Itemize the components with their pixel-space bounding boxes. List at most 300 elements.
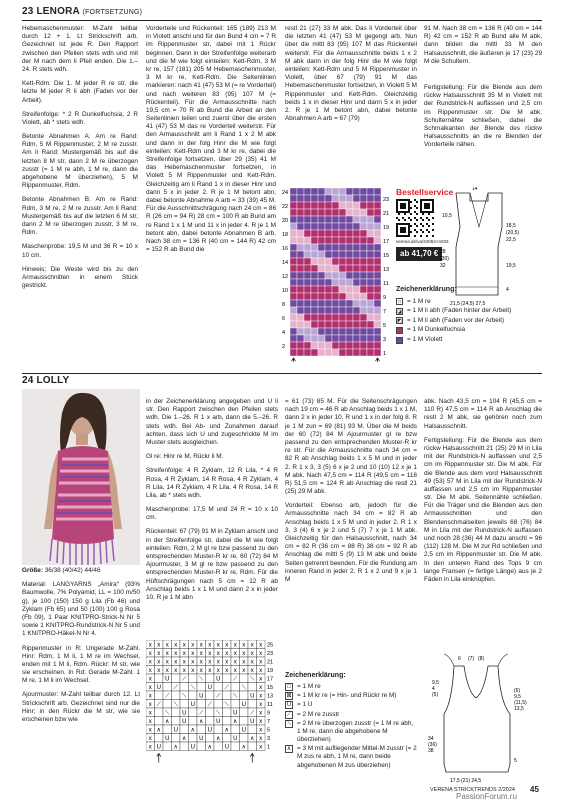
qr-module [408,207,410,209]
legend-swatch-icon [396,337,403,344]
chart-cell [318,230,325,237]
repeat-arrow-icon [292,358,296,362]
chart-cell [304,293,311,300]
chart-cell [325,272,332,279]
chart-symbol: x [259,736,263,742]
chart-cell [304,223,311,230]
chart-cell [297,237,304,244]
section-24-col1 [22,567,140,787]
chart-cell [332,286,339,293]
chart-symbol: ⟋ [173,685,178,691]
section-24-schematic [424,652,542,784]
qr-module [406,235,408,237]
row-number: 11 [267,702,273,708]
chart-symbol: x [182,659,186,666]
chart-cell [290,293,297,300]
chart-cell [360,195,367,202]
chart-cell [353,216,360,223]
legend-symbol-icon: ⟋ [286,711,292,718]
neckline [470,193,488,227]
legend-item [396,335,546,345]
section-23-rule [22,20,542,21]
chart-symbol: x [259,702,263,708]
chart-cell [367,223,374,230]
chart-cell [290,188,297,195]
chart-cell [189,717,198,726]
chart-symbol: x [216,659,220,666]
qr-module [396,229,398,231]
chart-cell [332,202,339,209]
chart-cell [360,209,367,216]
text-para: Betonte Abnahmen A: Am re Rand: Rdm, 5 M Rippenmuster, 2 M re zusstr. Am li Rand: Mustergemäß bis auf die letzten 8 M str, dann 2 M re überzogen zusstr (= 1 M re abh, 1 M re, dann die abgehobene M überziehen), 5 M Rippenmuster, Rdm. [22,133,138,190]
chart-symbol: U [165,676,170,683]
chart-cell [325,216,332,223]
chart-cell [332,314,339,321]
chart-cell [240,691,249,700]
qr-module [400,207,402,209]
chart-cell [360,335,367,342]
chart-cell [318,202,325,209]
chart-cell [374,342,381,349]
chart-cell [367,265,374,272]
section-23-col4 [424,25,542,81]
row-number-left: 8 [282,302,286,308]
chart-cell [318,349,325,356]
text-para: Ajourmuster: M-Zahl teilbar durch 12. Lt Strickschrift arb. Gezeichnet sind nur die Hinr; in den Rückr die M str, wie sie erscheinen bzw wie [22,691,140,723]
chart-symbol: x [148,651,152,657]
chart-cell [367,244,374,251]
chart-cell [346,244,353,251]
chart-cell [206,674,215,683]
chart-cell [374,314,381,321]
chart-cell [325,195,332,202]
chart-cell [339,314,346,321]
dimension-label: (7) [468,656,475,662]
model-photo [22,389,140,565]
qr-module [432,205,434,207]
qr-module [404,231,406,233]
chart-cell [353,300,360,307]
magazine-footer: VERENA STRICKTRENDS 2/2024 [430,787,515,793]
chart-cell [304,342,311,349]
qr-module [432,211,434,213]
qr-module [426,217,428,219]
chart-symbol: ∧ [182,736,187,742]
chart-symbol: U [182,719,187,725]
chart-cell [332,300,339,307]
qr-module [408,205,410,207]
chart-cell [223,708,232,717]
chart-symbol: ∧ [173,744,178,751]
chart-cell [290,251,297,258]
chart-symbol: x [250,651,254,657]
chart-symbol: x [199,659,203,666]
row-number: 23 [267,651,274,657]
dimension-label: 4 [506,287,509,293]
legend-item [285,683,417,691]
dimension-label: 18,5 [506,223,516,229]
chart-cell [290,244,297,251]
chart-cell [346,279,353,286]
section-23-col3 [285,25,417,181]
chart-cell [180,700,189,709]
sizes-line: Größe: 36/38 (40/42) 44/46 [22,567,101,574]
chart-cell [297,188,304,195]
chart-symbol: x [216,642,220,649]
chart-cell [304,335,311,342]
chart-cell [318,237,325,244]
chart-cell [353,349,360,356]
row-number-left: 10 [282,288,289,294]
chart-cell [346,230,353,237]
chart-cell [304,279,311,286]
chart-symbol: U [207,727,212,734]
legend-label: = 1 M Dunkelfuchsia [407,326,466,334]
chart-cell [346,237,353,244]
chart-symbol: x [225,642,229,649]
chart-cell [318,195,325,202]
chart-symbol: x [157,668,161,674]
dimension-label: 6 [458,656,461,662]
dimension-label: 19,5 [506,263,516,269]
chart-cell [346,188,353,195]
chart-cell [339,202,346,209]
section-23-title: 23 LENORA (FORTSETZUNG) [22,6,143,17]
chart-cell [374,300,381,307]
chart-cell [290,279,297,286]
chart-cell [180,725,189,734]
chart-cell [290,286,297,293]
chart-cell [360,349,367,356]
qr-module [416,231,418,233]
chart-cell [231,683,240,692]
qr-module [414,211,416,213]
chart-cell [304,188,311,195]
chart-cell [374,286,381,293]
chart-symbol: x [216,668,220,674]
dimension-label: 34 [428,736,434,742]
chart-cell [180,742,189,751]
chart-cell [163,683,172,692]
chart-symbol: ⟋ [233,676,238,683]
chart-cell [332,265,339,272]
row-number-left: 4 [282,330,286,336]
chart-symbol: x [233,659,237,666]
chart-cell [304,237,311,244]
qr-module [396,233,398,235]
qr-module [426,207,428,209]
chart-cell [155,691,164,700]
chart-cell [367,335,374,342]
chart-symbol: x [259,659,263,666]
order-code: verena.de/va/34063-m033 [396,239,449,244]
chart-cell [172,674,181,683]
dimension-label: (8) [478,656,485,662]
chart-symbol: x [225,651,229,657]
chart-cell [360,223,367,230]
chart-symbol: U [233,710,238,717]
chart-symbol: x [216,651,220,657]
legend-symbol-icon: ⊠ [286,693,292,700]
chart-cell [360,272,367,279]
qr-module [414,199,416,201]
chart-cell [339,321,346,328]
text-para: Rippenmuster in R: Ungerade M-Zahl. Hinr: Rdm, 1 M li, 1 M re im Wechsel, enden mit 1 M li, Rdm. Rückr: M str, wie sie erscheinen. In Rd: Gerade M-Zahl. 1 M re, 1 M li im Wechsel. [22,644,140,685]
qr-module [416,219,418,221]
chart-cell [304,216,311,223]
chart-cell [318,328,325,335]
chart-cell [346,202,353,209]
chart-cell [367,188,374,195]
qr-module [408,227,410,229]
row-number-left: 16 [282,246,289,252]
chart-cell [223,691,232,700]
qr-module [404,219,406,221]
chart-cell [297,293,304,300]
chart-cell [332,188,339,195]
chart-cell [318,279,325,286]
row-number-right: 5 [383,323,387,329]
chart-cell [325,223,332,230]
qr-module [424,205,426,207]
chart-cell [360,216,367,223]
legend-item [396,307,546,317]
qr-module [422,213,424,215]
qr-module [410,231,412,233]
garment-outline [456,193,502,295]
qr-module [432,201,434,203]
qr-module [396,227,398,229]
chart-symbol: x [199,668,203,674]
chart-cell [163,725,172,734]
text-para: Gl re: Hinr re M, Rückr li M. [146,453,224,461]
chart-symbol: x [174,651,178,657]
chart-cell [374,251,381,258]
qr-module [398,235,400,237]
qr-module [426,229,428,231]
qr-module [422,219,424,221]
chart-cell [346,349,353,356]
chart-symbol: U [233,736,238,742]
chart-cell [353,335,360,342]
text-para: abk. Nach 43,5 cm = 104 R (45,5 cm = 110 R) 47,5 cm = 114 R ab Anschlag die restl 2 M abk, sie gehören noch zum Halsausschnitt. [424,398,542,430]
qr-module [408,209,410,211]
chart-symbol: x [174,659,178,666]
dimension-label: 5 [514,758,517,764]
qr-module [420,199,422,201]
qr-module [396,207,398,209]
chart-cell [346,328,353,335]
chart-cell [290,265,297,272]
section-23-knitting-chart [282,186,392,362]
qr-module [402,211,404,213]
qr-module [404,235,406,237]
chart-cell [297,321,304,328]
chart-symbol: x [250,659,254,666]
chart-cell [339,300,346,307]
chart-cell [325,209,332,216]
chart-cell [297,230,304,237]
chart-symbol: U [224,744,229,751]
qr-module [402,205,404,207]
chart-cell [318,342,325,349]
chart-cell [311,279,318,286]
legend-label: = 1 M li abh (Faden vor der Arbeit) [407,316,505,324]
chart-cell [367,300,374,307]
chart-cell [353,321,360,328]
qr-module [416,225,418,227]
qr-module [420,201,422,203]
section-23-col1 [22,25,138,365]
chart-symbol: ⟍ [216,710,221,717]
chart-cell [231,725,240,734]
legend-item [396,326,546,336]
qr-module [398,199,400,201]
chart-cell [360,202,367,209]
chart-cell [311,265,318,272]
chart-symbol: x [182,651,186,657]
row-number: 19 [267,668,274,674]
chart-symbol: x [208,659,212,666]
qr-module [432,203,434,205]
qr-module [408,231,410,233]
legend-item [396,316,546,326]
row-number-right: 13 [383,267,390,273]
chart-cell [353,195,360,202]
chart-cell [374,279,381,286]
qr-module [400,227,402,229]
chart-symbol: U [216,719,221,725]
chart-cell [304,307,311,314]
chart-cell [172,717,181,726]
chart-cell [311,244,318,251]
chart-cell [297,286,304,293]
chart-symbol: x [250,642,254,649]
qr-module [396,235,398,237]
qr-module [404,203,406,205]
section-23-col2 [146,25,276,370]
chart-cell [339,328,346,335]
qr-module [396,231,398,233]
chart-cell [214,700,223,709]
chart-cell [311,216,318,223]
chart-cell [325,258,332,265]
chart-symbol: x [259,693,263,700]
chart-cell [297,279,304,286]
chart-cell [290,349,297,356]
chart-cell [346,265,353,272]
row-number-right: 3 [383,337,387,343]
qr-module [396,225,398,227]
legend-swatch-icon [396,327,403,334]
chart-cell [318,258,325,265]
chart-symbol: U [173,727,178,734]
chart-cell [360,293,367,300]
chart-cell [231,742,240,751]
qr-module [404,199,406,201]
text-para: Kett-Rdm: Die 1. M jeder R re str. die letzte M jeder R li abh (Faden vor der Arbeit). [22,80,138,104]
chart-cell [297,335,304,342]
chart-cell [325,342,332,349]
dimension-label: 9,5 [432,680,439,686]
chart-cell [332,335,339,342]
chart-cell [332,349,339,356]
chart-cell [290,314,297,321]
chart-cell [332,293,339,300]
chart-symbol: ⟋ [156,702,161,708]
legend-label: = 1 M kr re (= Hin- und Rückr re M) [297,692,397,700]
chart-cell [304,314,311,321]
chart-symbol: x [165,659,169,666]
chart-cell [353,209,360,216]
chart-cell [304,209,311,216]
chart-cell [367,321,374,328]
chart-cell [360,265,367,272]
chart-cell [325,244,332,251]
qr-module [414,217,416,219]
repeat-arrow-icon [376,358,380,362]
qr-module [430,211,432,213]
chart-symbol: U [250,693,255,700]
dimension-label: (6) [514,688,521,694]
chart-symbol: x [148,727,152,734]
qr-module [406,199,408,201]
chart-cell [360,314,367,321]
chart-cell [311,188,318,195]
chart-cell [240,674,249,683]
chart-symbol: x [259,727,263,734]
chart-cell [353,188,360,195]
qr-module [414,235,416,237]
chart-cell [367,251,374,258]
chart-cell [297,300,304,307]
chart-cell [223,734,232,743]
qr-module [396,209,398,211]
chart-cell [311,300,318,307]
chart-cell [332,279,339,286]
text-para: = 61 (73) 85 M. Für die Seitenschrägungen nach 19 cm = 46 R ab Anschlag beids 1 x 1 M, dann 2 x in jeder 10. R und 1 x in der folg 8. R je 1 M zun = 69 (81) 93 M. Über die M beids der 60 (72) 84 M Ajourmuster gl re bzw passend zu den entsprechenden Muster-R kr re str. Für die Armausschnitte nach 34 cm = 82 R ab Anschlag beids 1 x 5 M und in jeder 2. R 1 x 3, 3 (5) 6 x je 2 und 10 (10) 12 x je 1 M abk. Nach 47,5 cm = 114 R (49,5 cm = 118 R) 51,5 cm = 124 R ab Anschlag die restl 21 (25) 29 M abk. [285,398,417,496]
chart-cell [155,674,164,683]
chart-cell [325,286,332,293]
chart-cell [311,286,318,293]
qr-module [408,199,410,201]
chart-symbol: x [225,659,229,666]
chart-symbol: x [148,685,152,691]
chart-cell [353,202,360,209]
chart-cell [374,258,381,265]
chart-symbol: x [165,642,169,649]
chart-symbol: U [241,727,246,734]
chart-cell [290,342,297,349]
dimension-label: 14 [472,187,478,192]
chart-cell [290,216,297,223]
qr-module [426,203,428,205]
qr-module [396,205,398,207]
row-number: 25 [267,642,274,649]
chart-cell [353,286,360,293]
text-para: in der Zeichenerklärung angegeben und U li str. Den Rapport zwischen den Pfeilen stets wdh. Die 1.–26. R 1 x arb, dann die 5.–26. R stets wdh. Bei Ab- und Zunahmen darauf achten, dass sich U und zugeschrickte M im Muster stets ausgleichen. [146,398,278,446]
text-para: Fertigstellung: Für die Blende aus dem rückw Halsausschnitt 35 M in Violett mit der Rundstrick-N auffassen und 2,5 cm im Rippenmuster str. Die M abk. Schulternähte schließen, dabei die Schmalkanten der Blende des rückw Halsausschnitts an die re Blenden der Vorderteile nähen. [424,84,542,149]
text-para: Material: LANGYARNS „Amira“ (93% Baumwolle, 7% Polyamid, LL = 100 m/50 g), je 100 (150) 150 g Lila (Fb 46) und Zyklam (Fb 65) und 50 (100) 100 g Rosa (Fb 09), 1 Paar KNITPRO-Strick-N Nr 5 sowie 1 KNITPRO-Rundstrick-N Nr 5 und 1 KNITPRO-Häkel-N Nr 4. [22,581,140,638]
chart-cell [172,734,181,743]
dimension-label: 22,5 [506,237,516,243]
qr-module [426,211,428,213]
chart-symbol: x [242,668,246,674]
chart-cell [374,293,381,300]
chart-cell [374,244,381,251]
chart-cell [367,230,374,237]
legend-label: = 1 M li abh (Faden hinter der Arbeit) [407,307,512,315]
